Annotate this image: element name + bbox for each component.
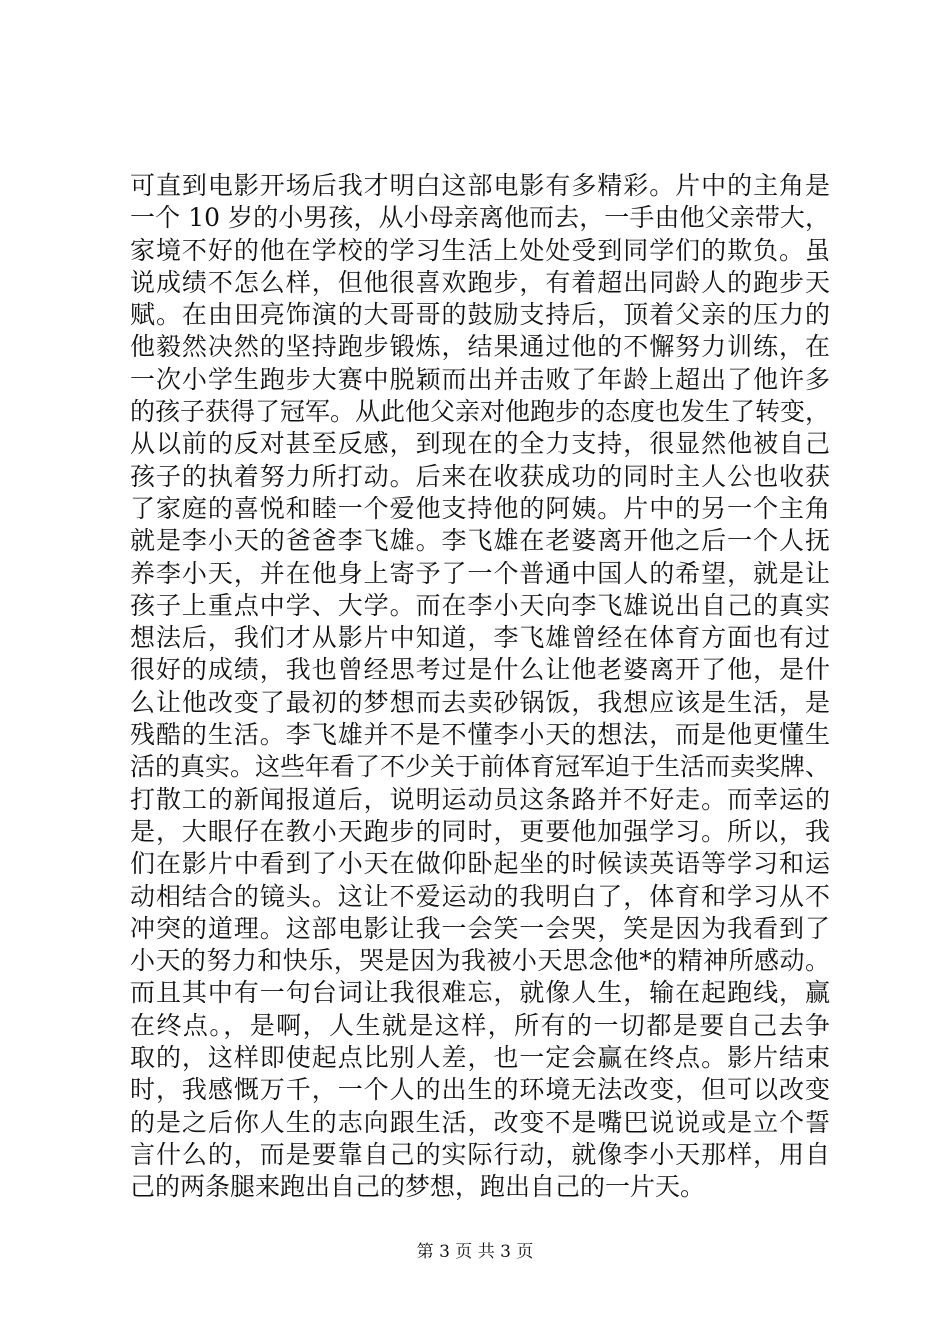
text-line: 从以前的反对甚至反感，到现在的全力支持，很显然他被自己 <box>130 429 830 459</box>
text-line: 想法后，我们才从影片中知道，李飞雄曾经在体育方面也有过 <box>130 623 830 653</box>
text-line: 取的，这样即使起点比别人差，也一定会赢在终点。影片结束 <box>130 1043 830 1073</box>
text-line: 小天的努力和快乐，哭是因为我被小天思念他*的精神所感动。 <box>130 946 830 976</box>
text-line: 动相结合的镜头。这让不爱运动的我明白了，体育和学习从不 <box>130 881 830 911</box>
text-line: 说成绩不怎么样，但他很喜欢跑步，有着超出同龄人的跑步天 <box>130 267 830 297</box>
text-line: 一个 10 岁的小男孩，从小母亲离他而去，一手由他父亲带大， <box>130 203 830 233</box>
text-line: 养李小天，并在他身上寄予了一个普通中国人的希望，就是让 <box>130 558 830 588</box>
text-line: 赋。在由田亮饰演的大哥哥的鼓励支持后，顶着父亲的压力的 <box>130 300 830 330</box>
text-line: 在终点。，是啊，人生就是这样，所有的一切都是要自己去争 <box>130 1010 830 1040</box>
text-line: 活的真实。这些年看了不少关于前体育冠军迫于生活而卖奖牌、 <box>130 752 831 782</box>
text-line: 言什么的，而是要靠自己的实际行动，就像李小天那样，用自 <box>130 1139 830 1169</box>
text-line: 家境不好的他在学校的学习生活上处处受到同学们的欺负。虽 <box>130 235 830 265</box>
body-paragraph <box>130 170 830 1204</box>
text-line: 的孩子获得了冠军。从此他父亲对他跑步的态度也发生了转变， <box>130 397 831 427</box>
text-line: 时，我感慨万千，一个人的出生的环境无法改变，但可以改变 <box>130 1075 830 1105</box>
text-line: 的是之后你人生的志向跟生活，改变不是嘴巴说说或是立个誓 <box>130 1107 830 1137</box>
text-line: 可直到电影开场后我才明白这部电影有多精彩。片中的主角是 <box>130 171 830 200</box>
text-line: 了家庭的喜悦和睦一个爱他支持他的阿姨。片中的另一个主角 <box>130 493 830 523</box>
text-line: 们在影片中看到了小天在做仰卧起坐的时候读英语等学习和运 <box>130 849 830 879</box>
text-line: 就是李小天的爸爸李飞雄。李飞雄在老婆离开他之后一个人抚 <box>130 526 830 556</box>
text-line: 己的两条腿来跑出自己的梦想，跑出自己的一片天。 <box>130 1172 706 1202</box>
page-number-footer: 第 3 页 共 3 页 <box>416 1242 534 1262</box>
text-line: 冲突的道理。这部电影让我一会笑一会哭，笑是因为我看到了 <box>130 913 830 943</box>
text-line: 是，大眼仔在教小天跑步的同时，更要他加强学习。所以，我 <box>130 816 830 846</box>
text-line: 孩子上重点中学、大学。而在李小天向李飞雄说出自己的真实 <box>130 590 830 620</box>
text-line: 他毅然决然的坚持跑步锻炼，结果通过他的不懈努力训练，在 <box>130 332 830 362</box>
text-line: 孩子的执着努力所打动。后来在收获成功的同时主人公也收获 <box>130 461 830 491</box>
text-line: 一次小学生跑步大赛中脱颖而出并击败了年龄上超出了他许多 <box>130 364 830 394</box>
text-line: 么让他改变了最初的梦想而去卖砂锅饭，我想应该是生活，是 <box>130 687 830 717</box>
text-line: 很好的成绩，我也曾经思考过是什么让他老婆离开了他，是什 <box>130 655 830 685</box>
text-line: 打散工的新闻报道后，说明运动员这条路并不好走。而幸运的 <box>130 784 830 814</box>
text-line: 而且其中有一句台词让我很难忘，就像人生，输在起跑线，赢 <box>130 978 830 1008</box>
text-line: 残酷的生活。李飞雄并不是不懂李小天的想法，而是他更懂生 <box>130 720 830 750</box>
